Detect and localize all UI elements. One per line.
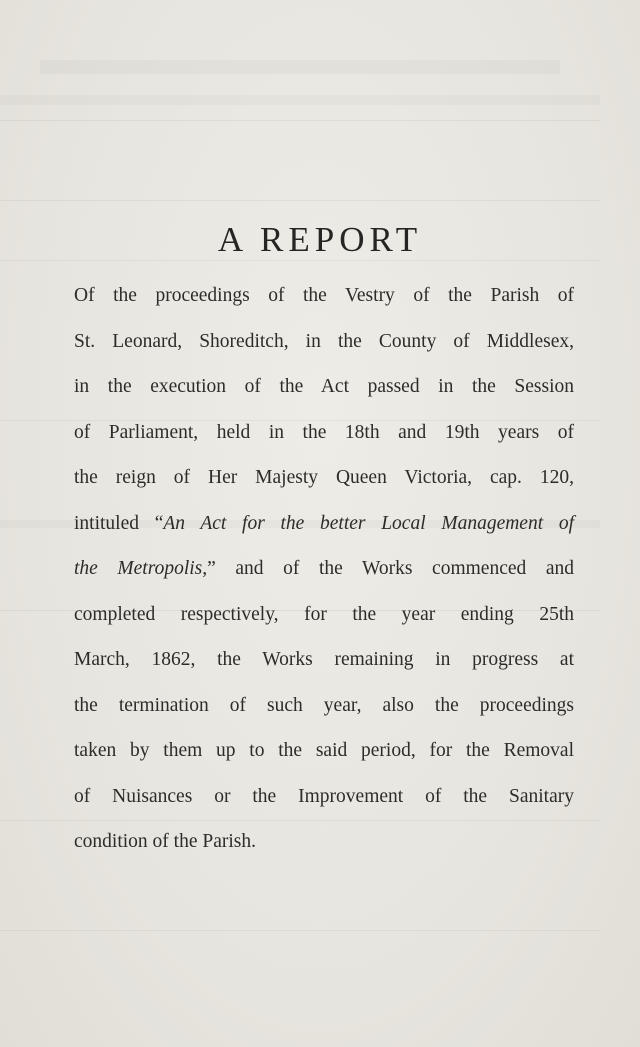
body-line [74, 364, 574, 410]
body-text-span: completed respectively, for the year ending 25th [74, 603, 574, 625]
body-text-span: ” and of the Works commenced and [207, 558, 575, 579]
body-line [74, 410, 574, 456]
body-line [74, 819, 574, 865]
body-text-span: taken by them up to the said period, for the Removal [74, 740, 574, 761]
body-text-span: in the execution of the Act passed in the Session [74, 376, 574, 397]
body-text-span: the reign of Her Majesty Queen Victoria, cap. 120, [74, 467, 574, 488]
body-line [74, 546, 574, 592]
body-line [74, 455, 574, 501]
italic-text: the Metropolis, [74, 558, 208, 579]
body-line [74, 273, 574, 319]
italic-text: An Act for the better Local Management of [163, 512, 574, 534]
body-line [74, 728, 574, 774]
body-text-span: the termination of such year, also the proceedings [74, 694, 574, 716]
report-body [74, 273, 574, 865]
body-text-span: St. Leonard, Shoreditch, in the County of Middlesex, [74, 330, 574, 352]
body-line [74, 774, 574, 820]
body-text-span: intituled “ [74, 512, 164, 534]
body-text-span: March, 1862, the Works remaining in progress at [74, 649, 574, 670]
body-line [74, 592, 574, 638]
body-line [74, 319, 574, 365]
body-text-span: Of the proceedings of the Vestry of the Parish of [74, 285, 574, 306]
body-line [74, 637, 574, 683]
report-title: A REPORT [217, 220, 423, 259]
body-text-span: of Parliament, held in the 18th and 19th years of [74, 421, 574, 443]
body-text-span: condition of the Parish. [74, 831, 256, 852]
body-line [74, 501, 574, 547]
body-line [74, 683, 574, 729]
body-text-span: of Nuisances or the Improvement of the Sanitary [74, 785, 574, 807]
